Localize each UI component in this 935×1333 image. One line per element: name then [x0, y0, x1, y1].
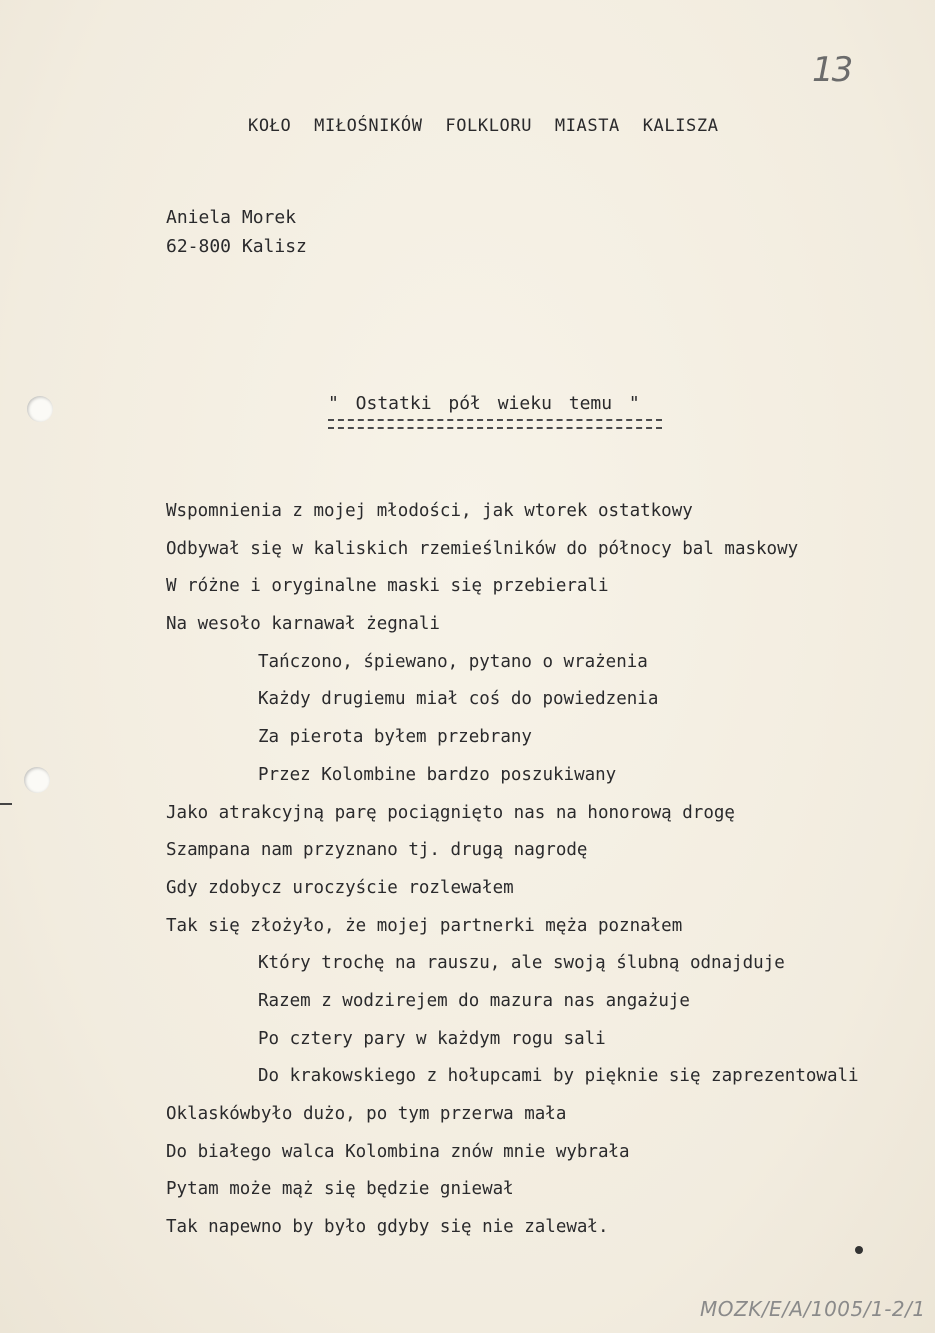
poem-line: Każdy drugiemu miał coś do powiedzenia: [258, 689, 659, 710]
poem-line: Szampana nam przyznano tj. drugą nagrodę: [166, 840, 588, 861]
poem-line: Na wesoło karnawał żegnali: [166, 614, 440, 635]
title-underline: [328, 419, 662, 429]
edge-mark: [0, 803, 12, 805]
author-address: 62-800 Kalisz: [166, 236, 307, 257]
poem-line: Przez Kolombine bardzo poszukiwany: [258, 764, 617, 785]
poem-line: W różne i oryginalne maski się przebierali: [166, 576, 609, 597]
punch-hole: [24, 767, 50, 793]
poem-line: Do krakowskiego z hołupcami by pięknie się zaprezentowali: [258, 1066, 859, 1087]
poem-line: Razem z wodzirejem do mazura nas angażuje: [258, 990, 690, 1011]
poem-line: Który trochę na rauszu, ale swoją ślubną odnajduje: [258, 953, 785, 974]
poem-line: Tak się złożyło, że mojej partnerki męża poznałem: [166, 915, 683, 936]
poem-line: Za pierota byłem przebrany: [258, 727, 532, 748]
poem-line: Odbywał się w kaliskich rzemieślników do północy bal maskowy: [166, 538, 799, 559]
ink-dot: [855, 1246, 863, 1254]
header-title: KOŁO MIŁOŚNIKÓW FOLKLORU MIASTA KALISZA: [248, 116, 719, 136]
author-block: [166, 203, 307, 261]
punch-hole: [27, 396, 53, 422]
poem-line: Jako atrakcyjną parę pociągnięto nas na honorową drogę: [166, 802, 735, 823]
poem-line: Tańczono, śpiewano, pytano o wrażenia: [258, 651, 648, 672]
handwritten-page-number: 13: [812, 50, 852, 90]
poem-line: Po cztery pary w każdym rogu sali: [258, 1028, 606, 1049]
poem-line: Pytam może mąż się będzie gniewał: [166, 1179, 514, 1200]
poem-line: Wspomnienia z mojej młodości, jak wtorek ostatkowy: [166, 501, 693, 521]
poem-title: " Ostatki pół wieku temu ": [328, 393, 640, 414]
poem-line: Tak napewno by było gdyby się nie zalewał.: [166, 1217, 609, 1238]
poem-line: Do białego walca Kolombina znów mnie wybrała: [166, 1141, 630, 1162]
poem-body: [166, 496, 926, 1250]
poem-line: Gdy zdobycz uroczyście rozlewałem: [166, 877, 514, 898]
archive-signature: MOZK/E/A/1005/1-2/1: [700, 1297, 926, 1321]
poem-line: Oklaskówbyło dużo, po tym przerwa mała: [166, 1104, 567, 1124]
author-name: Aniela Morek: [166, 207, 297, 228]
